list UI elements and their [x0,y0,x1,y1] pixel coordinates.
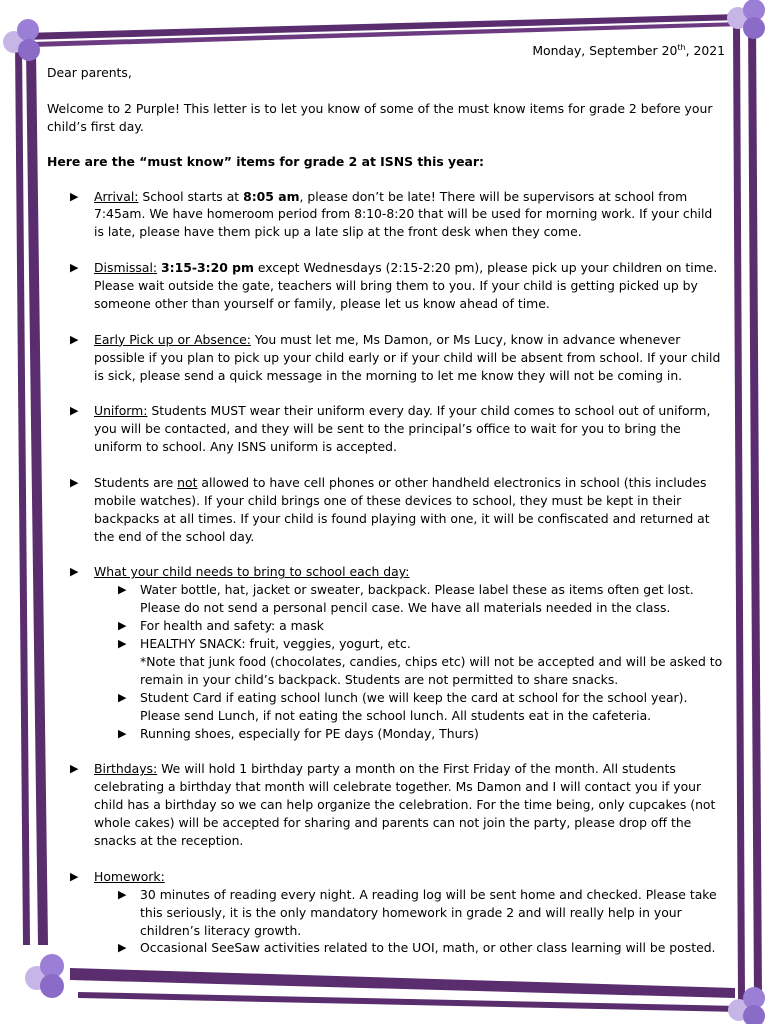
junk-food-note: *Note that junk food (chocolates, candies, chips etc) will not be accepted and will be asked to remain in your child’s backpack. Students are not permitted to share snacks. [140,654,723,687]
homework-sublist [94,886,725,958]
sub-list-item: ▶ HEALTHY SNACK: fruit, veggies, yogurt, etc. *Note that junk food (chocolates, candies, chips etc) will not be accepted and will be asked to remain in your child’s backpack. Students are not permitted to share snacks. [118,636,723,687]
arrow-bullet-icon: ▶ [118,941,127,955]
list-item-uniform: ▶ Uniform: Students MUST wear their uniform every day. If your child comes to school out of uniform, you will be contacted, and they will be sent to the principal’s office to wait for you to bring the uniform to school. Any ISNS uniform is accepted. [70,403,711,455]
arrow-bullet-icon: ▶ [70,189,79,203]
arrow-bullet-icon: ▶ [70,404,79,418]
arrow-bullet-icon: ▶ [70,332,79,346]
sub-list-item: ▶ Running shoes, especially for PE days (Monday, Thurs) [118,725,479,741]
arrow-bullet-icon: ▶ [70,475,79,489]
list-item-arrival: ▶ Arrival: School starts at 8:05 am, please don’t be late! There will be supervisors at school from 7:45am. We have homeroom period from 8:10-8:20 that will be used for morning work. If your child is late, please have them pick up a late slip at the front desk when they come. [70,188,713,240]
birthdays-label: Birthdays: [94,761,158,777]
sub-list-item: ▶ 30 minutes of reading every night. A reading log will be sent home and checked. Please take this seriously, it is the only mandatory homework in grade 2 and will really help in your children’s literacy growth. [118,886,717,938]
uniform-label: Uniform: [94,403,148,419]
arrival-label: Arrival: [94,188,139,204]
corner-dots-top-left [3,19,40,61]
list-item-dismissal: ▶ Dismissal: 3:15-3:20 pm except Wednesdays (2:15-2:20 pm), please pick up your children on time. Please wait outside the gate, teachers will bring them to you. If your child is getting picked up by someone other than yourself or family, please let us know ahead of time. [70,260,718,311]
greeting: Dear parents, [47,64,132,80]
list-item-homework [47,868,725,958]
sub-list-item: ▶ Student Card if eating school lunch (we will keep the card at school for the school year). Please send Lunch, if not eating the school lunch. All students eat in the cafeteria. [118,689,688,723]
early-pickup-label: Early Pick up or Absence: [94,331,251,347]
letter-body [47,42,725,975]
homework-label: Homework: [94,868,165,884]
list-item-birthdays: ▶ Birthdays: We will hold 1 birthday party a month on the First Friday of the month. All students celebrating a birthday that month will celebrate together. Ms Damon and I will contact you if your child has a birthday so we can help organize the celebration. For the time being, only cupcakes (not whole cakes) will be accepted for sharing and parents can not join the party, please drop off the snacks at the reception. [70,761,716,849]
list-item-early-pickup: ▶ Early Pick up or Absence: You must let me, Ms Damon, or Ms Lucy, know in advance whenever possible if you plan to pick up your child early or if your child will be absent from school. If your child is sick, please send a quick message in the morning to let me know they will not be coming in. [70,331,721,383]
dismissal-label: Dismissal: [94,260,158,276]
intro-paragraph: Welcome to 2 Purple! This letter is to let you know of some of the must know items for grade 2 before your child’s first day. [47,100,713,134]
must-know-heading: Here are the “must know” items for grade 2 at ISNS this year: [47,153,484,169]
arrow-bullet-icon: ▶ [118,583,127,597]
arrow-bullet-icon: ▶ [118,619,127,633]
sub-list-item: ▶ For health and safety: a mask [118,618,324,634]
bring-label: What your child needs to bring to school each day: [94,564,410,580]
arrow-bullet-icon: ▶ [118,887,127,901]
must-know-list [47,188,725,958]
corner-dots-top-right [727,0,765,39]
sub-list-item: ▶ Occasional SeeSaw activities related to the UOI, math, or other class learning will be posted. [118,940,716,956]
list-item-bring [47,563,725,742]
arrow-bullet-icon: ▶ [118,726,127,740]
list-item-phones: ▶ Students are not allowed to have cell phones or other handheld electronics in school (this includes mobile watches). If your child brings one of these devices to school, they must be kept in their backpacks at all times. If your child is found playing with one, it will be confiscated and returned at the end of the school day. [70,474,710,544]
arrow-bullet-icon: ▶ [70,762,79,776]
arrow-bullet-icon: ▶ [118,637,127,651]
arrow-bullet-icon: ▶ [70,869,79,883]
arrow-bullet-icon: ▶ [70,565,79,579]
sub-list-item: ▶ Water bottle, hat, jacket or sweater, backpack. Please label these as items often get lost. Please do not send a personal pencil case. We have all materials needed in the class. [118,582,694,616]
bring-sublist [94,581,725,742]
letter-date: Monday, September 20th, 2021 [532,42,725,58]
arrow-bullet-icon: ▶ [118,690,127,704]
arrow-bullet-icon: ▶ [70,261,79,275]
